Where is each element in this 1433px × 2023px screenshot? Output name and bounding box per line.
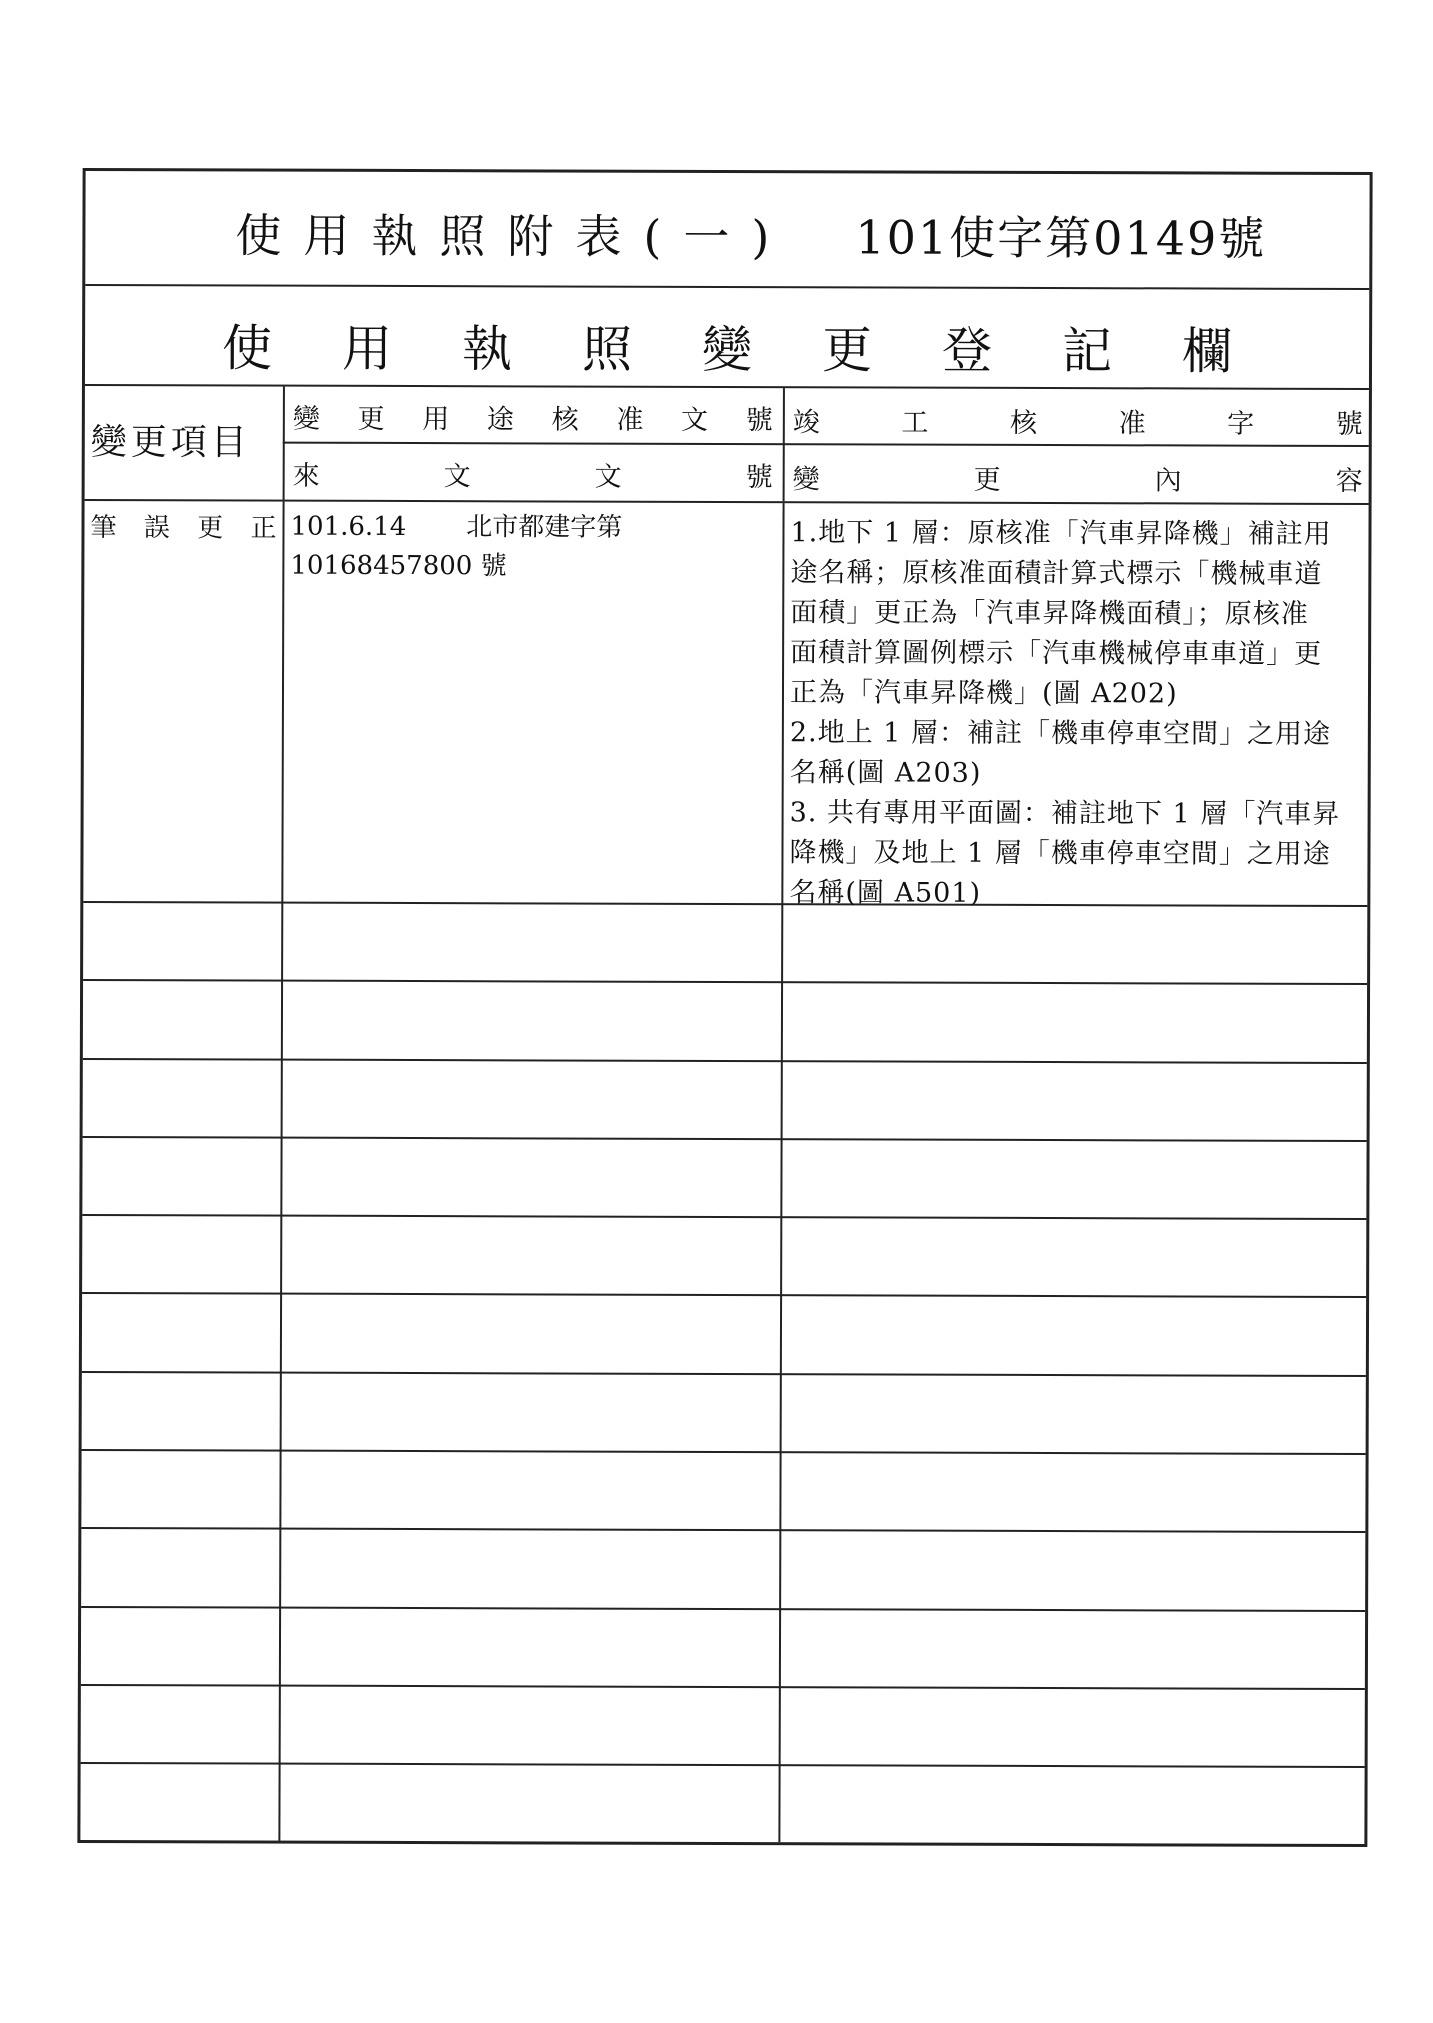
- empty-table-row: [83, 903, 1367, 985]
- empty-table-row: [81, 1608, 1365, 1690]
- registration-table: [77, 168, 1372, 1847]
- subtitle: 使 用 執 照 變 更 登 記 欄: [221, 319, 1233, 381]
- empty-table-row: [82, 1216, 1366, 1298]
- empty-table-row: [81, 1529, 1365, 1611]
- header-completion-approval-no: 竣 工 核 准 字 號: [792, 407, 1363, 441]
- empty-table-row: [81, 1686, 1365, 1768]
- empty-table-row: [83, 1060, 1367, 1142]
- document-title: 使用執照附表(一): [235, 208, 792, 265]
- empty-table-row: [83, 981, 1367, 1063]
- empty-table-row: [81, 1451, 1365, 1533]
- empty-table-row: [82, 1373, 1366, 1455]
- column-header-row: [85, 386, 1369, 505]
- title-row: [85, 171, 1369, 290]
- change-item-cell: 筆 誤 更 正: [90, 513, 277, 544]
- table-row: [83, 501, 1368, 907]
- empty-table-row: [82, 1294, 1366, 1376]
- incoming-doc-cell: 101.6.14 北市都建字第 10168457800 號: [290, 511, 623, 582]
- change-content-cell: 1.地下 1 層：原核准「汽車昇降機」補註用 途名稱；原核准面積計算式標示「機械車道 面積」更正為「汽車昇降機面積」；原核准 面積計算圖例標示「汽車機械停車車道」更 正為「汽車昇降機」(圖 A202) 2.地上 1 層：補註「機車停車空間」之用途 名稱(圖 A203) 3. 共有專用平面圖：補註地下 1 層「汽車昇 降機」及地上 1 層「機車停車空間」之用途 名稱(圖 A501): [789, 517, 1341, 909]
- header-use-approval-no: 變 更 用 途 核 准 文 號: [292, 403, 773, 437]
- header-change-content: 變 更 內 容: [792, 464, 1363, 498]
- header-incoming-doc-no: 來 文 文 號: [292, 460, 773, 494]
- license-number: 101使字第0149號: [855, 210, 1267, 266]
- header-change-item: 變更項目: [90, 422, 251, 464]
- subtitle-row: [85, 286, 1369, 390]
- empty-table-row: [82, 1138, 1366, 1220]
